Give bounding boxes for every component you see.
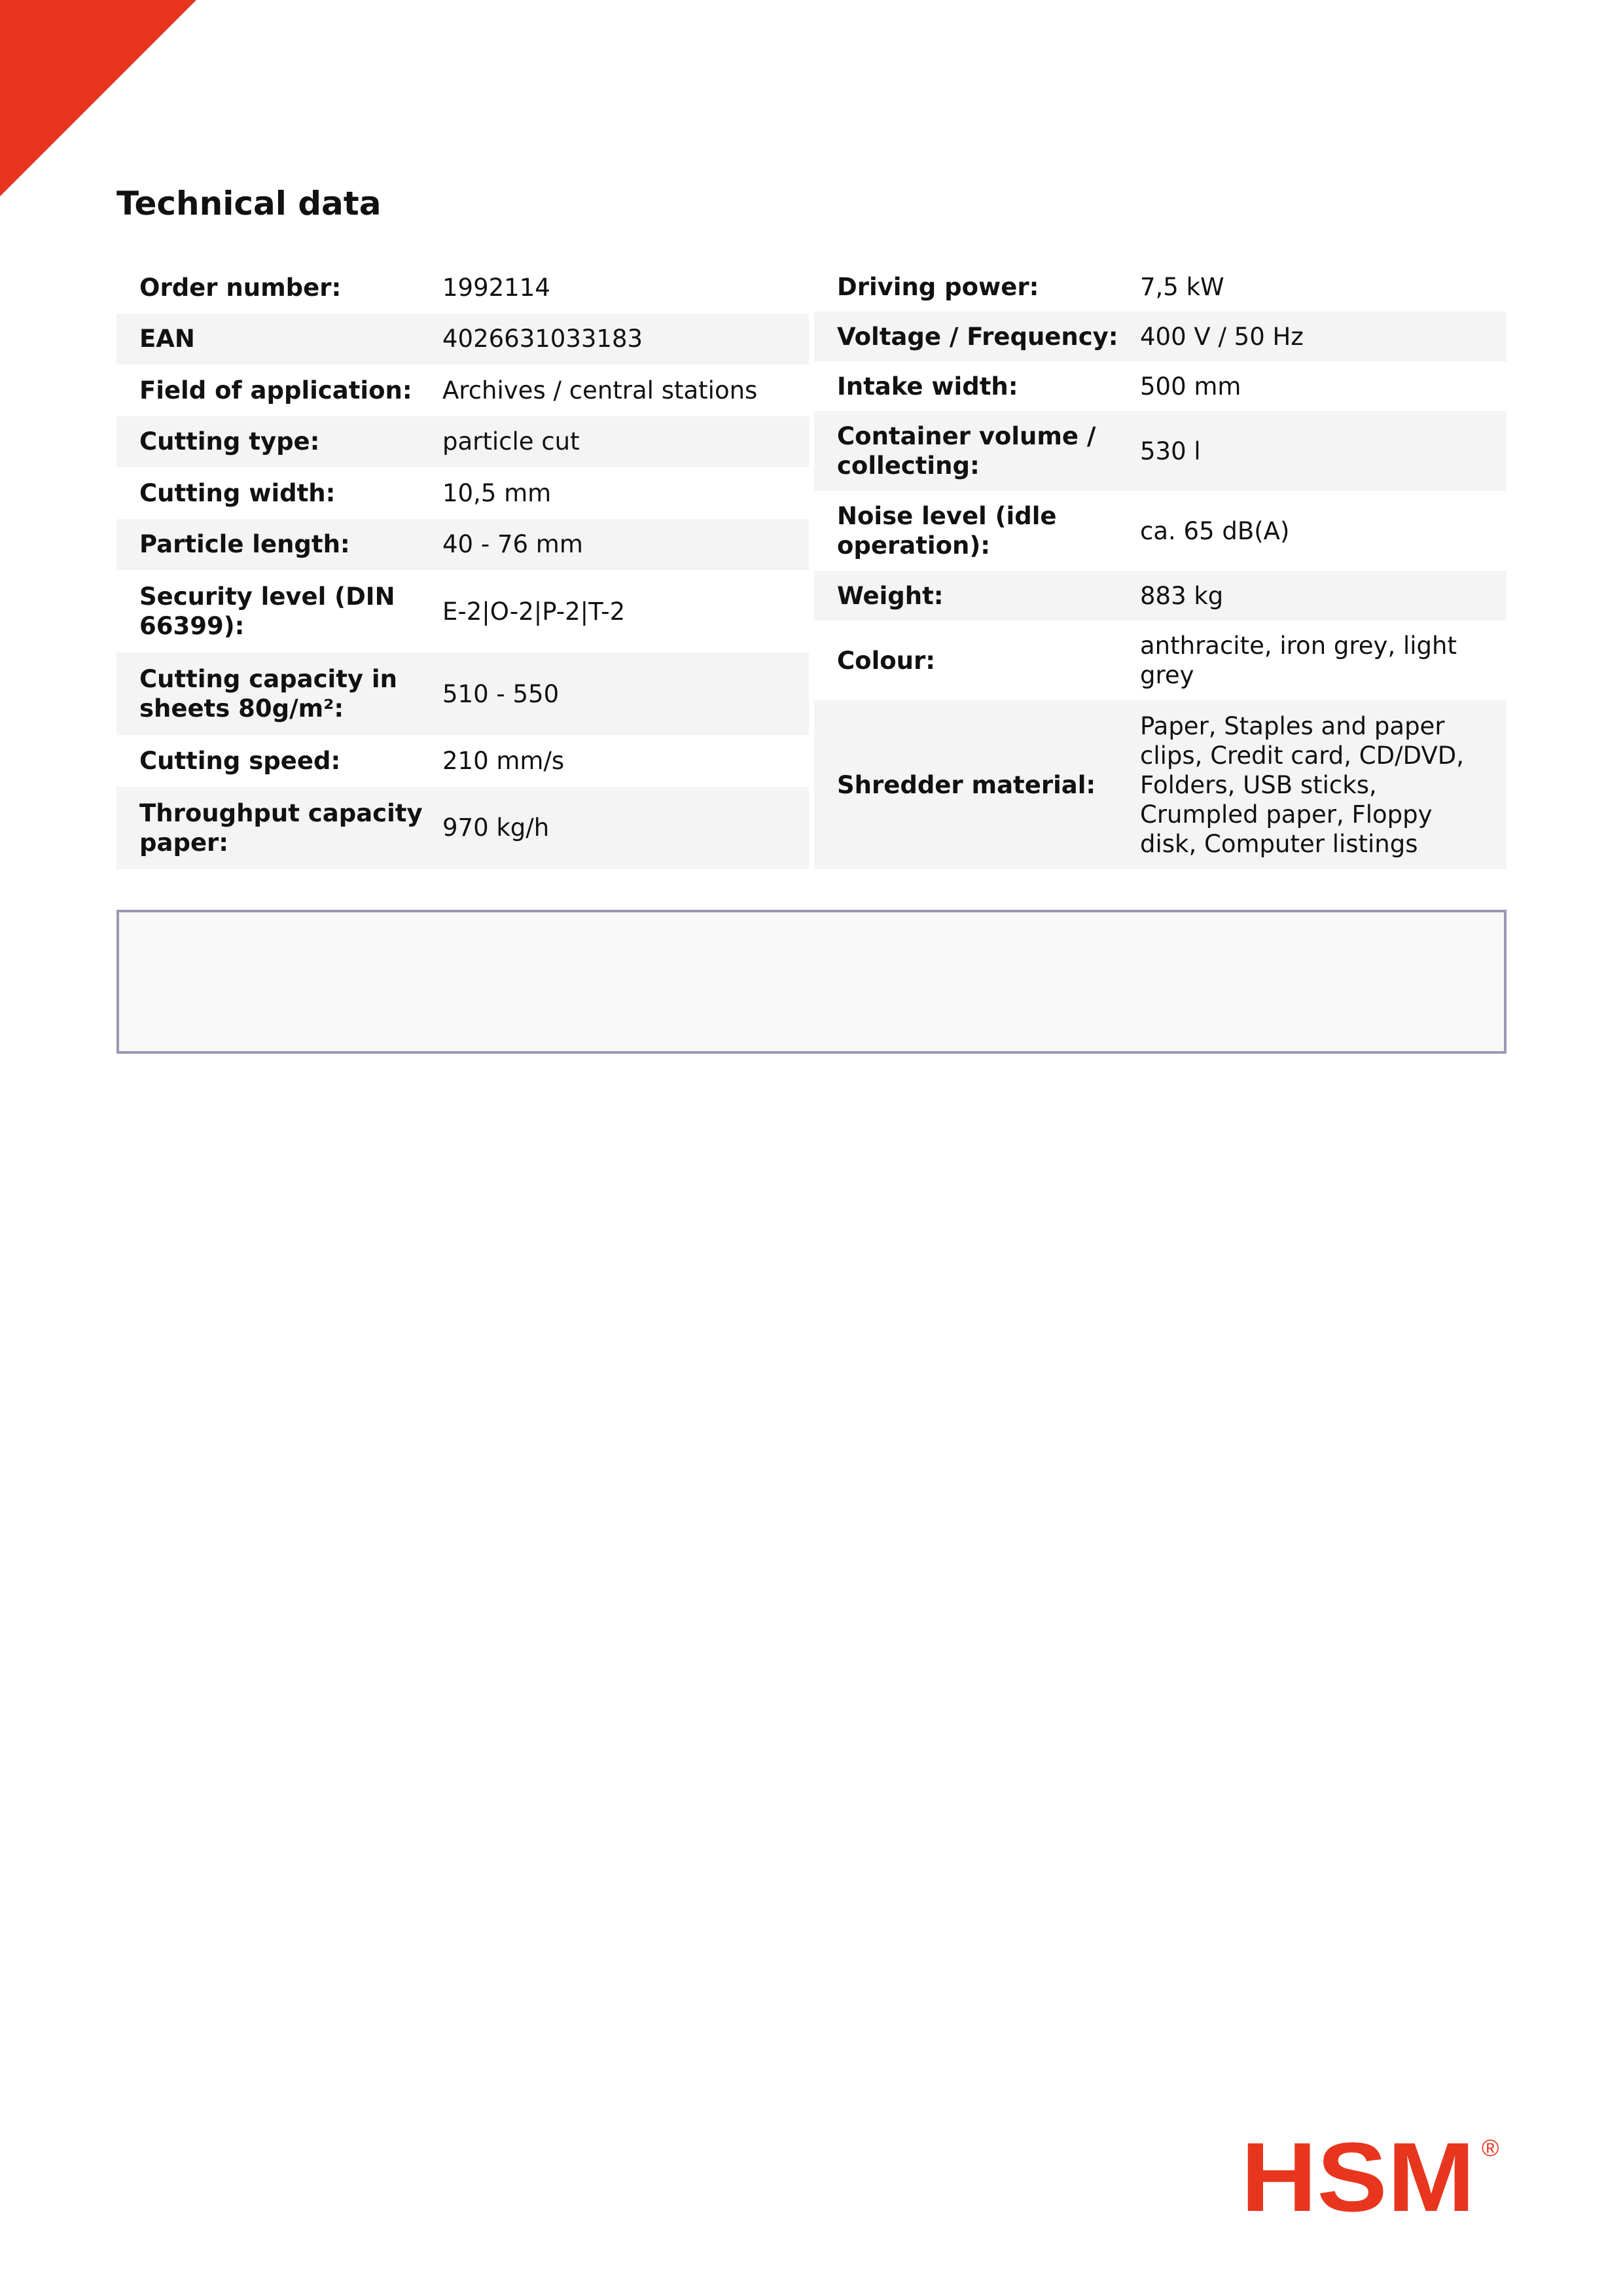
spec-label: Security level (DIN 66399): [116,570,442,653]
spec-value: Paper, Staples and paper clips, Credit card, CD/DVD, Folders, USB sticks, Crumpled paper, Floppy disk, Computer listings [1140,700,1507,869]
spec-value: 970 kg/h [442,787,809,869]
spec-value: 510 - 550 [442,653,809,735]
spec-value: 7,5 kW [1140,262,1507,312]
spec-value: 400 V / 50 Hz [1140,312,1507,361]
table-row [116,735,809,787]
table-row [116,365,809,416]
spec-label: Field of application: [116,365,442,416]
spec-value: ca. 65 dB(A) [1140,491,1507,571]
table-row [814,361,1507,411]
table-row [814,411,1507,491]
table-row [116,570,809,653]
spec-value: 500 mm [1140,361,1507,411]
spec-label: Colour: [814,620,1140,700]
spec-value: 4026631033183 [442,314,809,365]
table-row [814,491,1507,571]
spec-label: Weight: [814,571,1140,620]
spec-value: 1992114 [442,262,809,314]
spec-value: Archives / central stations [442,365,809,416]
right-spec-table [814,262,1507,869]
spec-label: Container volume / collecting: [814,411,1140,491]
registered-mark: ® [1482,2134,1499,2161]
hsm-logo [1241,2134,1503,2219]
logo-text: HSM [1241,2134,1475,2219]
table-row [814,571,1507,620]
spec-label: Cutting speed: [116,735,442,787]
spec-label: Shredder material: [814,700,1140,869]
table-row [116,416,809,468]
spec-label: Cutting capacity in sheets 80g/m²: [116,653,442,735]
technical-data-tables [116,262,1507,869]
spec-value: 40 - 76 mm [442,519,809,571]
spec-label: Cutting type: [116,416,442,468]
spec-value: 883 kg [1140,571,1507,620]
table-row [116,467,809,519]
spec-label: Cutting width: [116,467,442,519]
spec-label: Particle length: [116,519,442,571]
empty-note-box [116,910,1507,1054]
spec-value: 10,5 mm [442,467,809,519]
spec-value: 210 mm/s [442,735,809,787]
corner-decoration [0,0,196,196]
spec-label: Noise level (idle operation): [814,491,1140,571]
spec-label: Order number: [116,262,442,314]
table-row [814,312,1507,361]
spec-label: EAN [116,314,442,365]
spec-label: Throughput capacity paper: [116,787,442,869]
table-row [814,620,1507,700]
spec-value: particle cut [442,416,809,468]
spec-label: Driving power: [814,262,1140,312]
spec-label: Voltage / Frequency: [814,312,1140,361]
spec-value: 530 l [1140,411,1507,491]
table-row [116,262,809,314]
spec-value: anthracite, iron grey, light grey [1140,620,1507,700]
left-spec-table [116,262,809,869]
table-row [116,314,809,365]
table-row [116,787,809,869]
table-row [116,519,809,571]
spec-value: E-2|O-2|P-2|T-2 [442,570,809,653]
table-row [814,700,1507,869]
page-title: Technical data [116,185,382,223]
spec-label: Intake width: [814,361,1140,411]
table-row [814,262,1507,312]
table-row [116,653,809,735]
